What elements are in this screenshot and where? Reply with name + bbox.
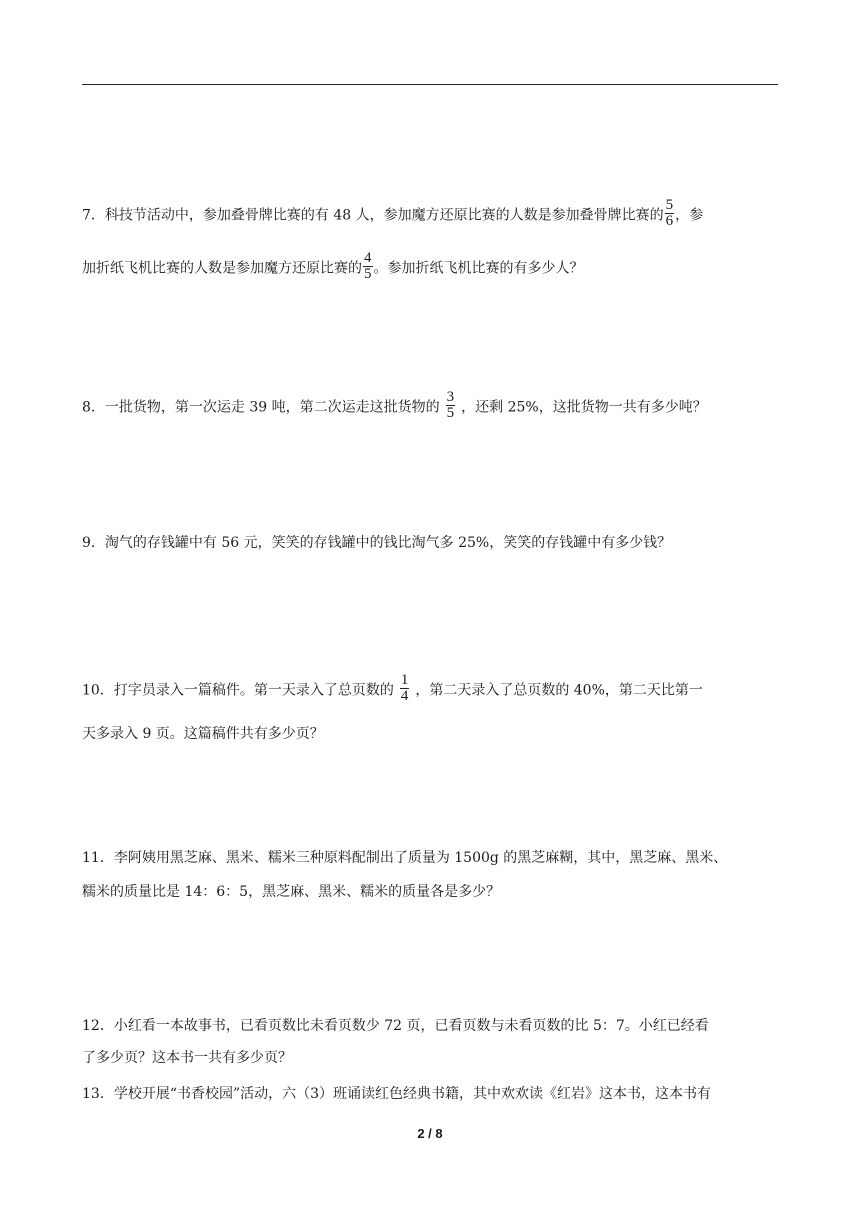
question-10 (82, 672, 780, 744)
fraction: $\frac{5}{6}$ (665, 197, 674, 229)
question-7-line-1: 7．科技节活动中，参加叠骨牌比赛的有 48 人，参加魔方还原比赛的人数是参加叠骨牌比赛的 $\frac{5}{6}$ ，参 (82, 197, 704, 229)
question-7 (82, 197, 780, 284)
fraction: $\frac{4}{5}$ (364, 250, 372, 282)
question-7-line-2: 加折纸飞机比赛的人数是参加魔方还原比赛的 $\frac{4}{5}$ 。参加折纸飞机比赛的有多少人？ (82, 250, 584, 282)
question-10-line-1: 10．打字员录入一篇稿件。第一天录入了总页数的 $\frac{1}{4}$ ，第二天录入了总页数的 40%，第二天比第一 (82, 672, 703, 704)
question-9 (82, 533, 780, 553)
question-10-line-2: 天多录入 9 页。这篇稿件共有多少页？ (82, 726, 324, 742)
question-12-line-2: 了多少页？这本书一共有多少页？ (82, 1050, 292, 1066)
fraction: $\frac{3}{5}$ (446, 389, 455, 421)
question-8-line-1: 8．一批货物，第一次运走 39 吨，第二次运走这批货物的 $\frac{3}{5}$ ，还剩 25%，这批货物一共有多少吨？ (82, 389, 707, 421)
page-number: 2 / 8 (417, 1126, 443, 1141)
question-8 (82, 389, 780, 423)
question-11-line-1: 11．李阿姨用黑芝麻、黑米、糯米三种原料配制出了质量为 1500g 的黑芝麻糊，其中，黑芝麻、黑米、 (82, 850, 728, 866)
question-11 (82, 848, 780, 902)
question-13 (82, 1084, 780, 1104)
question-12 (82, 1016, 780, 1068)
header-rule (82, 84, 778, 85)
question-9-line-1: 9．淘气的存钱罐中有 56 元，笑笑的存钱罐中的钱比淘气多 25%，笑笑的存钱罐中有多少钱？ (82, 535, 672, 551)
fraction: $\frac{1}{4}$ (400, 672, 409, 704)
question-12-line-1: 12．小红看一本故事书，已看页数比未看页数少 72 页，已看页数与未看页数的比 5：7。小红已经看 (82, 1018, 709, 1034)
question-11-line-2: 糯米的质量比是 14：6：5，黑芝麻、黑米、糯米的质量各是多少？ (82, 884, 501, 900)
question-13-line-1: 13．学校开展“书香校园”活动，六（3）班诵读红色经典书籍，其中欢欢读《红岩》这本书，这本书有 (82, 1086, 712, 1102)
